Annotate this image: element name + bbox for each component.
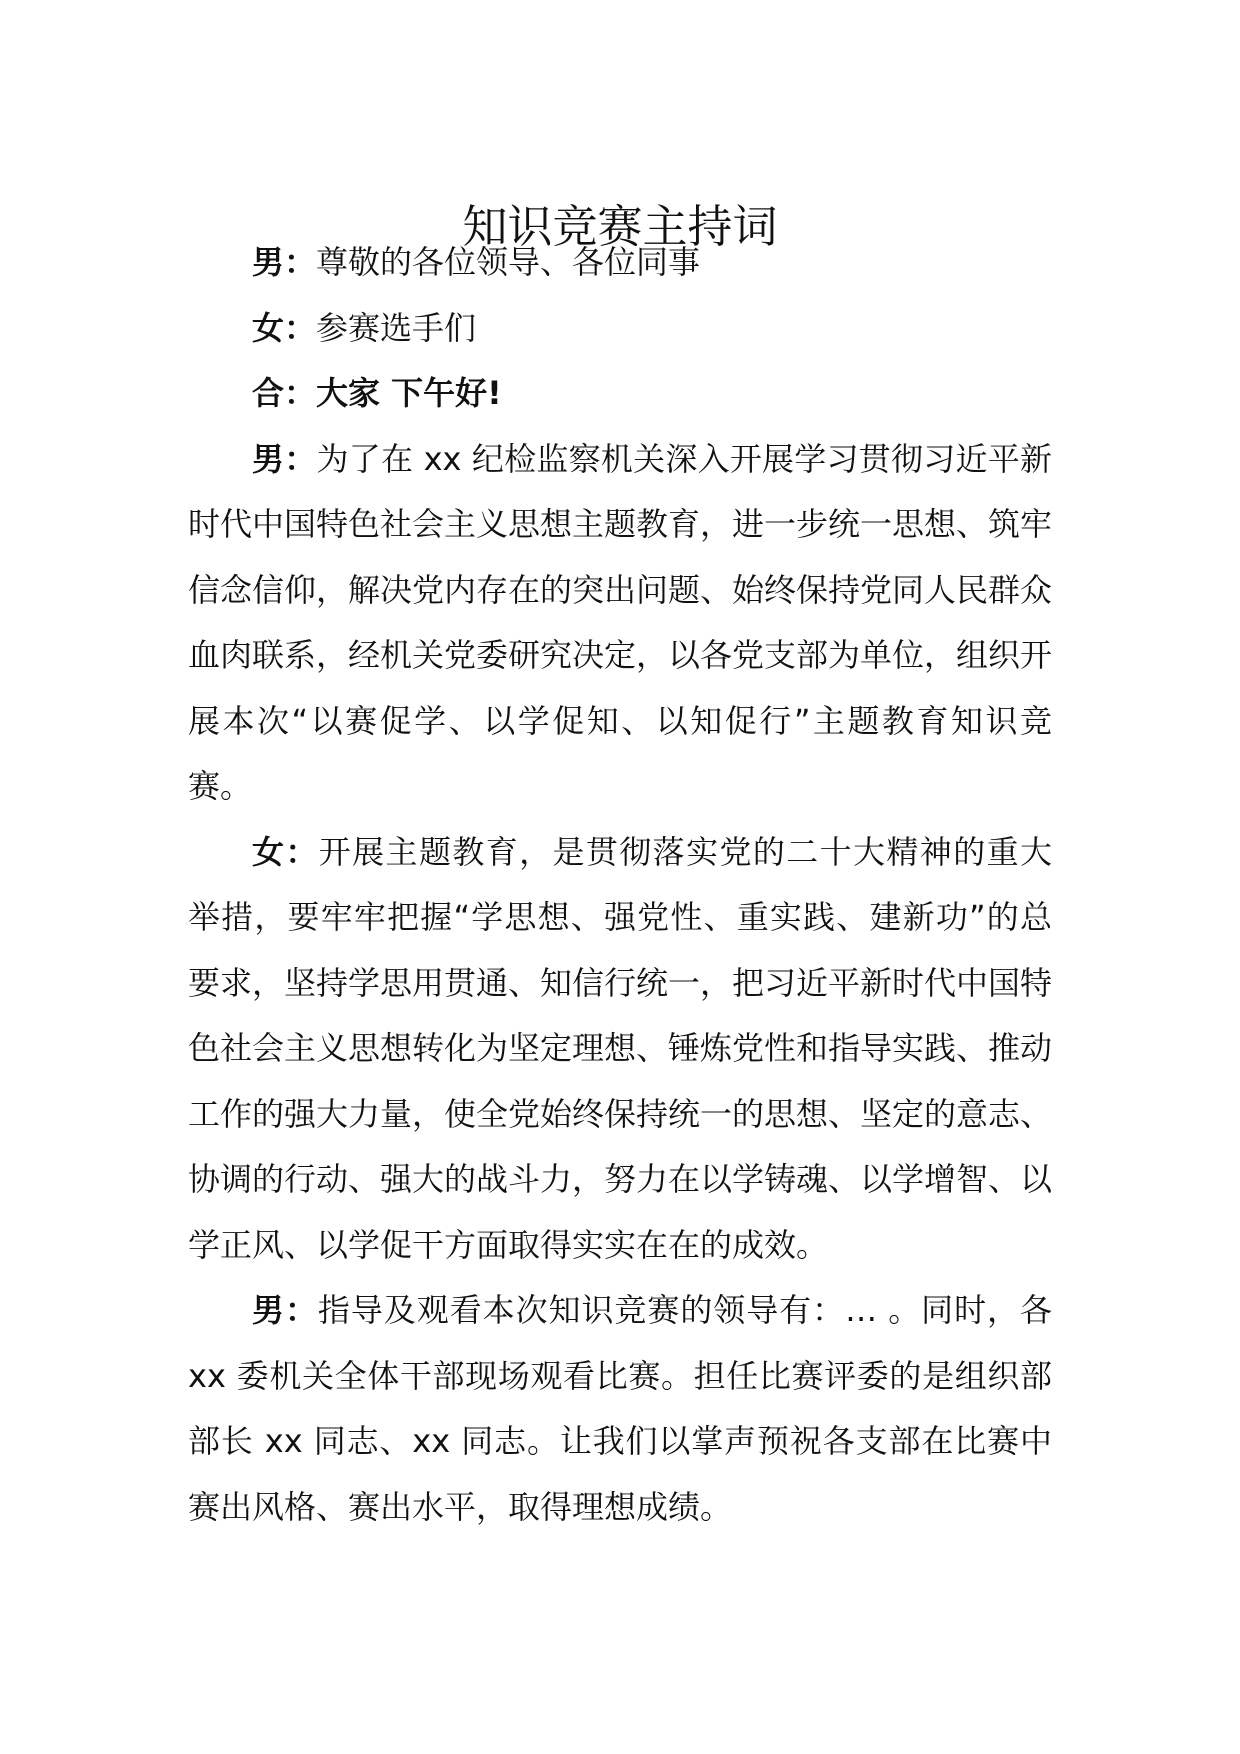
paragraph-text: 参赛选手们 xyxy=(316,308,477,347)
paragraph-text: 指导及观看本次知识竞赛的领导有：… 。同时，各 xx 委机关全体干部现场观看比赛。担任比赛评委的是组织部部长 xx 同志、xx 同志。让我们以掌声预祝各支部在比赛中赛出风格、赛出水平，取得理想成绩。 xyxy=(188,1291,1052,1526)
speaker-label: 女： xyxy=(252,832,319,871)
document-body xyxy=(188,230,1052,1540)
paragraph-text: 大家 下午好! xyxy=(316,374,502,412)
paragraph-text: 为了在 xx 纪检监察机关深入开展学习贯彻习近平新时代中国特色社会主义思想主题教育，进一步统一思想、筑牢信念信仰，解决党内存在的突出问题、始终保持党同人民群众血肉联系，经机关党委研究决定，以各党支部为单位，组织开展本次“以赛促学、以学促知、以知促行”主题教育知识竞赛。 xyxy=(188,439,1053,805)
document-title: 知识竞赛主持词 xyxy=(462,200,778,254)
paragraph-intro-male xyxy=(188,427,1052,820)
paragraph-greeting-male xyxy=(188,230,1052,296)
paragraph-greeting-together xyxy=(188,361,1052,427)
speaker-label: 女： xyxy=(252,308,317,347)
paragraph-greeting-female xyxy=(188,296,1052,362)
speaker-label: 男： xyxy=(252,1291,318,1329)
speaker-label: 男： xyxy=(252,243,317,281)
speaker-label: 合： xyxy=(252,374,317,412)
paragraph-intro-female xyxy=(188,820,1052,1279)
paragraph-text: 开展主题教育，是贯彻落实党的二十大精神的重大举措，要牢牢把握“学思想、强党性、重实践、建新功”的总要求，坚持学思用贯通、知信行统一，把习近平新时代中国特色社会主义思想转化为坚定理想、锤炼党性和指导实践、推动工作的强大力量，使全党始终保持统一的思想、坚定的意志、协调的行动、强大的战斗力，努力在以学铸魂、以学增智、以学正风、以学促干方面取得实实在在的成效。 xyxy=(188,832,1053,1264)
speaker-label: 男： xyxy=(252,439,317,478)
paragraph-text: 尊敬的各位领导、各位同事 xyxy=(316,243,701,281)
paragraph-leaders-male xyxy=(188,1278,1052,1540)
